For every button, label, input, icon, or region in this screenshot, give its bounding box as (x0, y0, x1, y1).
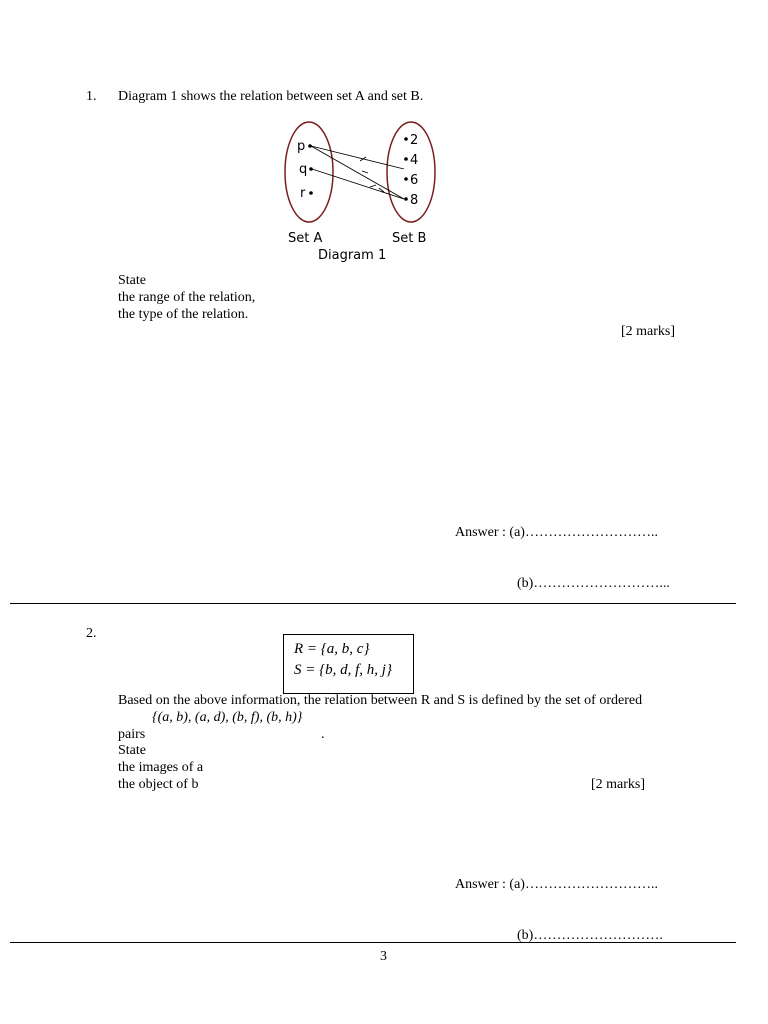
question-2-line-state: State (118, 743, 146, 758)
set-a-element-p: p (297, 139, 306, 154)
question-2-marks: [2 marks] (591, 777, 646, 792)
set-r-definition: R = {a, b, c} (294, 641, 370, 657)
question-2-answer-b: (b)………………………. (517, 928, 663, 943)
arrow-p-8 (311, 146, 404, 199)
stray-dot: . (321, 727, 325, 742)
question-1-answer-b: (b)………………………... (517, 576, 670, 591)
set-a-label: Set A (288, 231, 323, 246)
set-s-definition: S = {b, d, f, h, j} (294, 662, 392, 678)
question-1-line-range: the range of the relation, (118, 290, 256, 305)
page-number: 3 (380, 949, 387, 964)
set-a-element-q: q (299, 162, 308, 177)
divider-1 (10, 603, 736, 604)
question-1-stem: Diagram 1 shows the relation between set A and set B. (118, 89, 424, 104)
set-b-element-6: 6 (410, 173, 419, 188)
set-a-element-r: r (300, 186, 306, 201)
relation-arrows (311, 146, 404, 199)
set-b-element-2: 2 (410, 133, 419, 148)
question-1-marks: [2 marks] (621, 324, 676, 339)
question-2-line-1: Based on the above information, the relation between R and S is defined by the set of ordered (118, 693, 643, 708)
dot-8 (404, 197, 408, 201)
arrow-q-8 (312, 169, 404, 199)
question-1-number: 1. (86, 89, 97, 104)
divider-2 (10, 942, 736, 943)
dot-2 (404, 137, 408, 141)
question-2-answer-a: Answer : (a)……………………….. (455, 877, 658, 892)
set-b-label: Set B (392, 231, 427, 246)
dot-r (309, 191, 313, 195)
question-2-line-object: the object of b (118, 777, 199, 792)
question-1-answer-a: Answer : (a)……………………….. (455, 525, 658, 540)
diagram-caption: Diagram 1 (318, 248, 387, 263)
arrow-heads (360, 157, 384, 192)
question-2-line-2: pairs (118, 727, 146, 742)
dot-4 (404, 157, 408, 161)
set-b-element-8: 8 (410, 193, 419, 208)
set-b-element-4: 4 (410, 153, 419, 168)
question-1-line-type: the type of the relation. (118, 307, 249, 322)
question-2-line-images: the images of a (118, 760, 204, 775)
question-2-number: 2. (86, 626, 97, 641)
set-a-oval (285, 122, 333, 222)
question-1-line-state: State (118, 273, 146, 288)
ordered-pairs: {(a, b), (a, d), (b, f), (b, h)} (152, 710, 303, 725)
diagram-1 (280, 115, 440, 265)
sets-box (283, 634, 414, 694)
dot-6 (404, 177, 408, 181)
